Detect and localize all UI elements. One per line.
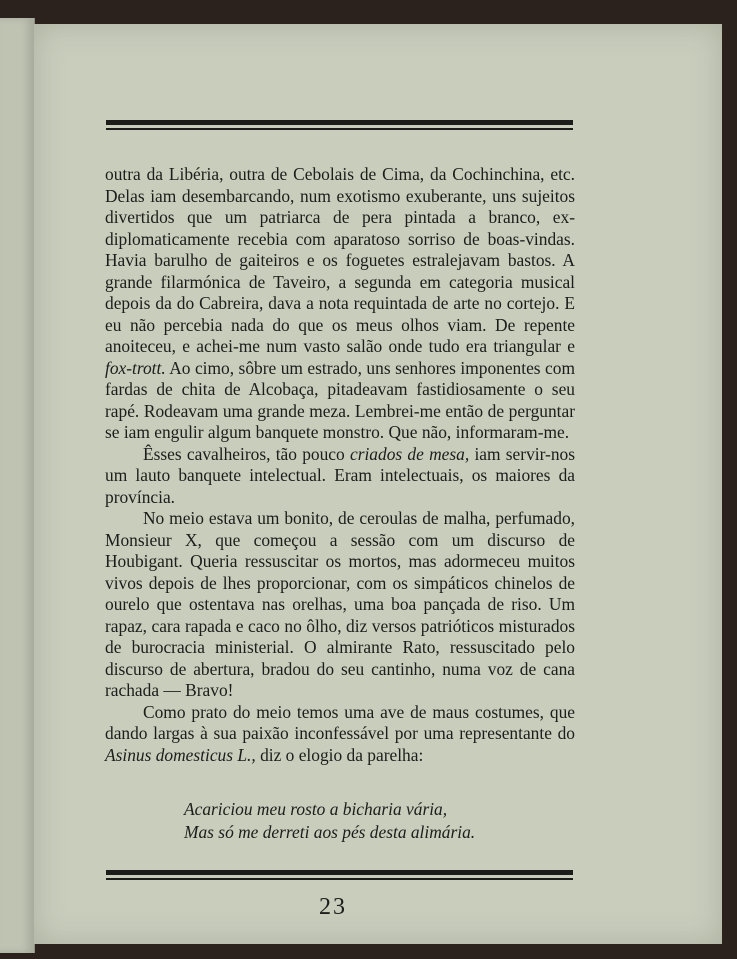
verse-line-2: Mas só me derreti aos pés desta alimária. bbox=[184, 822, 476, 842]
paragraph-1-text: outra da Libéria, outra de Cebolais de Cima, da Cochinchina, etc. Delas iam desembarcando, num exotismo exuberante, uns sujeitos divertidos que um patriarca de pera pintada a branco, ex-diplomaticamente recebia com aparatoso sorriso de boas-vindas. Havia barulho de gaiteiros e os foguetes estralejavam bastos. A grande filarmónica de Taveiro, a segunda em categoria musical depois da do Cabreira, dava a nota requintada de arte no cortejo. E eu não percebia nada do que os meus olhos viam. De repente anoiteceu, e achei-me num vasto salão onde tudo era triangular e bbox=[105, 164, 575, 356]
paragraph-3: No meio estava um bonito, de ceroulas de malha, perfumado, Monsieur X, que começou a sessão com um discurso de Houbigant. Queria ressuscitar os mortos, mas adormeceu muitos vivos depois de lhes proporcionar, com os simpáticos chinelos de ourelo que ostentava nas orelhas, uma boa pançada de riso. Um rapaz, cara rapada e caco no ôlho, diz versos patrióticos misturados de burocracia ministerial. O almirante Rato, ressuscitado pelo discurso de abertura, bradou do seu cantinho, numa voz de cana rachada — Bravo! bbox=[105, 508, 575, 700]
paragraph-2 bbox=[105, 444, 575, 509]
page-number: 23 bbox=[319, 894, 347, 920]
paragraph-4-end: diz o elogio da parelha: bbox=[255, 744, 424, 765]
paragraph-4 bbox=[105, 702, 575, 767]
paragraph-4-text: Como prato do meio temos uma ave de maus costumes, que dando largas à sua paixão inconfessável por uma representante do bbox=[105, 701, 575, 743]
top-double-rule bbox=[106, 120, 573, 130]
top-rule-thin bbox=[106, 128, 573, 130]
book-page bbox=[34, 24, 722, 944]
bottom-rule-thin bbox=[106, 878, 573, 880]
body-text bbox=[105, 164, 575, 766]
paragraph-1-italic: fox-trott. bbox=[105, 357, 166, 378]
verse-quote bbox=[184, 798, 475, 844]
top-rule-thick bbox=[106, 120, 573, 125]
verse-line-1: Acariciou meu rosto a bicharia vária, bbox=[184, 799, 448, 819]
paragraph-2-end: iam servir-nos um lauto banquete intelectual. Eram intelectuais, os maiores da província. bbox=[105, 443, 575, 507]
bottom-double-rule bbox=[106, 870, 573, 880]
facing-page-edge bbox=[0, 18, 35, 953]
paragraph-1-end: Ao cimo, sôbre um estrado, uns senhores imponentes com fardas de chita de Alcobaça, pitadeavam fastidiosamente o seu rapé. Rodeavam uma grande meza. Lembrei-me então de perguntar se iam engulir algum banquete monstro. Que não, informaram-me. bbox=[105, 357, 575, 442]
paragraph-4-italic: Asinus domesticus L., bbox=[105, 744, 256, 765]
bottom-rule-thick bbox=[106, 870, 573, 875]
paragraph-1 bbox=[105, 164, 575, 444]
paragraph-2-italic: criados de mesa, bbox=[349, 443, 470, 464]
paragraph-2-text: Êsses cavalheiros, tão pouco bbox=[143, 443, 350, 464]
